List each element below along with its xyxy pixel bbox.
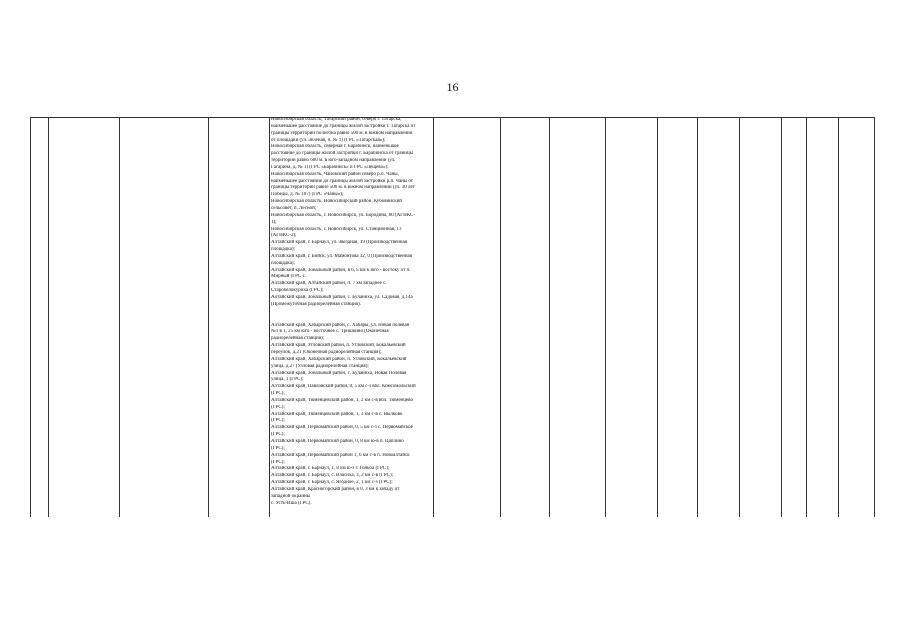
- address-line: Алтайский край, Павловский район, 0, 5 км с-з вбл. Комсомольский: [271, 384, 416, 390]
- address-line: наименьшее расстояние до границы жилой застройки р.п. Чаны от: [271, 178, 413, 184]
- table-column-border: [500, 117, 501, 517]
- address-line: (Промежуточная радиорелейная станция).: [271, 301, 361, 307]
- address-line: Алтайский край, Красногорский район, в 0, 3 км к западу от: [271, 486, 400, 492]
- address-line: переулок, д.21 (Оконечная радиорелейная станция);: [271, 350, 382, 355]
- address-line: площадка);: [271, 247, 295, 253]
- address-line: улица, д.27 (Узловая радиорелейная станция);: [271, 363, 369, 369]
- address-block-gap: [271, 309, 433, 323]
- address-line: Старобелокуриха (ГРС);: [271, 288, 324, 294]
- address-block: [271, 323, 433, 508]
- address-line: Новосибирская область, Новосибирский район, Кубовинский: [271, 199, 402, 205]
- table-column-border: [739, 117, 740, 517]
- table-column-border: [549, 117, 550, 517]
- address-line: Алтайский край, г. Барнаул, ул. Звездная, 19 (Производственная: [271, 240, 408, 246]
- address-line: (ГРС);: [271, 459, 285, 465]
- table-top-border: [30, 117, 875, 118]
- address-line: с. Усть-Иша (ГРС).: [271, 500, 312, 506]
- address-line: Алтайский край, Тюменцевский район, 1, 3 км с-в с. Вылково: [271, 411, 403, 417]
- address-line: Алтайский край, Первомайский район 1, 6 км с-в п. Новоалтайск: [271, 452, 410, 458]
- table-column-border: [657, 117, 658, 517]
- address-line: Алтайский край, Первомайский район, 0, 8 км ю-в п. Цаплино: [271, 438, 404, 444]
- address-line: Алтайский край, Первомайский район, 0, 5 км с-з с. Первомайское: [271, 425, 413, 431]
- address-line: Алтайский край, Угловский район, п. Угловский, Бокальевский: [271, 343, 406, 349]
- address-line: расстояние до границы жилой застройки г. Барабинска от границы: [271, 151, 414, 157]
- table-column-border: [806, 117, 807, 517]
- table-column-border: [208, 117, 209, 517]
- address-line: границы территории равно 500 м. в южном направлении (ул. 30 лет: [271, 185, 415, 191]
- address-cell: [270, 117, 433, 507]
- address-line: Новосибирская область, г. Новосибирск, ул. Станционная, 13: [271, 226, 402, 232]
- address-line: Алтайский край, Тюменцевский район, 1, 2 км с-в вбл. Тюменцево: [271, 397, 413, 403]
- address-line: Алтайский край, г. Барнаул, с. Власиха, 3, 2 км с-в (ГРС);: [271, 473, 394, 479]
- address-line: Алтайский край, Зональный район, в 6, 5 км к юго - востоку от п.: [271, 267, 411, 273]
- table-column-border: [48, 117, 49, 517]
- page-number: 16: [446, 80, 459, 94]
- address-line: наименьшее расстояние до границы жилой застройки г. Татарска от: [271, 123, 416, 129]
- address-block: [271, 117, 433, 309]
- address-line: улица, 1 (ГРС);: [271, 377, 304, 383]
- address-line: 1);: [271, 219, 277, 225]
- address-line: Алтайский край, Хабарский район, п. Угловский, Бокальевский: [271, 356, 407, 362]
- address-line: Алтайский край, г. Барнаул, 1, 8 км ю-з г. Гоньба (ГРС);: [271, 466, 390, 472]
- address-line: (ГРС);: [271, 432, 285, 438]
- address-line: площадка);: [271, 260, 295, 266]
- address-line: Алтайский край, Хабарский район, с. Хабары, ул. Новая полевая: [271, 322, 409, 328]
- address-line: (ГРС);: [271, 445, 285, 451]
- address-line: Новосибирская область, Татарский район, северо г. Татарска,: [271, 117, 402, 122]
- address-line: западной окраины: [271, 493, 311, 499]
- table-column-border: [697, 117, 698, 517]
- address-line: Алтайский край, г. Барнаул, с. Ягодное, 2, 1 км с-з (ГРС);: [271, 480, 393, 486]
- address-line: (ГРС);: [271, 404, 285, 410]
- landscape-table: [30, 117, 875, 517]
- address-line: (АГНКС-2);: [271, 233, 297, 239]
- address-line: радиорелейная станция);: [271, 336, 325, 342]
- address-line: (ГРС);: [271, 391, 285, 397]
- address-line: территории равно 600 м. в юго-западном направлении (ул.: [271, 158, 396, 164]
- table-column-border: [838, 117, 839, 517]
- address-line: (ГРС);: [271, 418, 285, 424]
- address-line: Гагарина, д. № 1) (ГРС «Барабинск» и ГРС «Лещево»);: [271, 164, 389, 170]
- address-line: Алтайский край, Зональный район, с. Буланиха, ул. Садовая, д.14а: [271, 294, 413, 300]
- table-column-border: [433, 117, 434, 517]
- address-line: Мирный (ГРС с.: [271, 274, 307, 280]
- address-line: Победы, д. № 107) (ГРС «Чаны»);: [271, 192, 344, 198]
- table-column-border: [605, 117, 606, 517]
- address-line: Новосибирская область, северная г. Барабинск, наименьшее: [271, 144, 399, 150]
- address-line: границы территории полигона равно 500 м. в южном направлении: [271, 130, 413, 136]
- address-line: Новосибирская область, Чановский район северо р.п. Чаны,: [271, 171, 399, 177]
- address-line: от площадки (ул. Зелёная, п. № 1) (ГРС «Татарская»);: [271, 137, 386, 143]
- address-line: Алтайский край, Зональный район, с. Буланиха, Новая Полевая: [271, 370, 407, 376]
- address-line: сельсовет, п. Лесной;: [271, 205, 317, 211]
- table-column-border: [874, 117, 875, 517]
- address-line: Новосибирская область, г. Новосибирск, ул. Бородина, 60 (АГНКС-: [271, 212, 416, 218]
- table-column-border: [30, 117, 31, 517]
- address-line: Алтайский край, Алтайский район, п. 7 км западнее с.: [271, 281, 387, 287]
- address-line: №1 в 1, 25 км юго - восточнее с. Тришкино (Оконечная: [271, 329, 389, 335]
- address-line: Алтайский край, г. Бийск, ул. Мамонтова 32, 0 (Производственная: [271, 253, 413, 259]
- table-column-border: [119, 117, 120, 517]
- table-column-border: [781, 117, 782, 517]
